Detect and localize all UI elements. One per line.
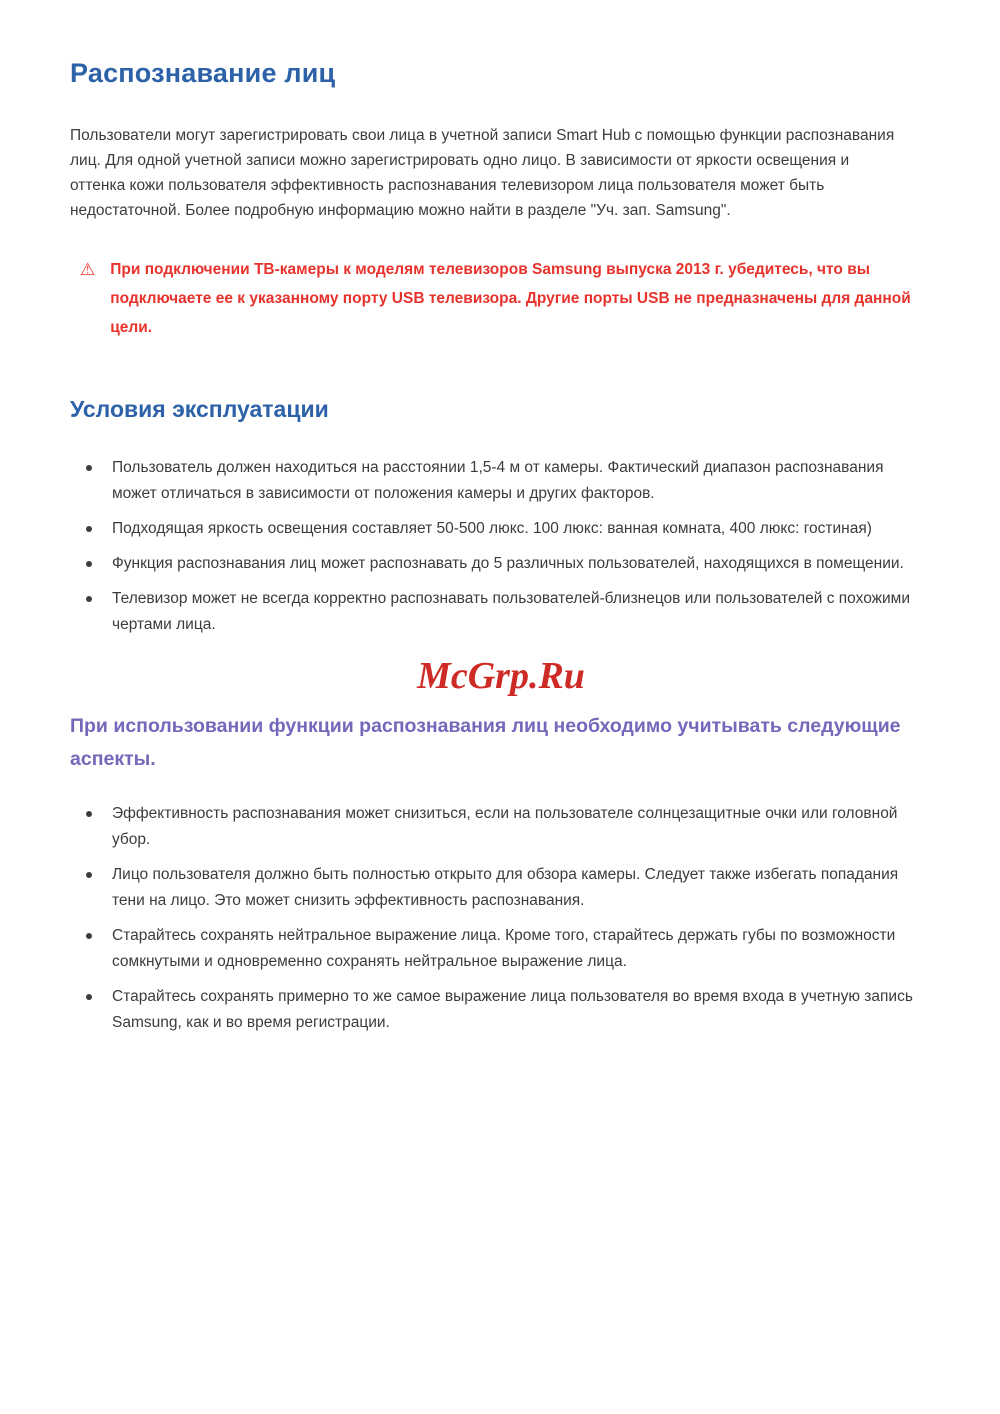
bullet-icon xyxy=(86,872,92,878)
intro-paragraph: Пользователи могут зарегистрировать свои лица в учетной записи Smart Hub с помощью функции распознавания лиц. Для одной учетной записи можно зарегистрировать одно лицо. В зависимости от яркости освещения и оттенка кожи пользователя эффективность распознавания телевизором лица пользователя может быть недостаточной. Более подробную информацию можно найти в разделе "Уч. зап. Samsung". xyxy=(70,127,895,219)
watermark: McGrp.Ru xyxy=(417,655,585,697)
list-item xyxy=(70,984,925,1036)
warning-text: При подключении ТВ-камеры к моделям телевизоров Samsung выпуска 2013 г. убедитесь, что вы подключаете ее к указанному порту USB телевизора. Другие порты USB не предназначены для данной цели. xyxy=(110,261,911,336)
list-item xyxy=(70,455,925,507)
list-item xyxy=(70,586,925,638)
list-item-text: Старайтесь сохранять нейтральное выражение лица. Кроме того, старайтесь держать губы по возможности сомкнутыми и одновременно сохранять нейтральное выражение лица. xyxy=(112,927,896,970)
bullet-icon xyxy=(86,526,92,532)
list-item xyxy=(70,862,925,914)
list-item xyxy=(70,551,925,577)
list-item-text: Эффективность распознавания может снизиться, если на пользователе солнцезащитные очки или головной убор. xyxy=(112,805,898,848)
section-heading-usage-conditions: Условия эксплуатации xyxy=(70,396,329,422)
bullet-icon xyxy=(86,811,92,817)
list-item xyxy=(70,801,925,853)
list-item-text: Телевизор может не всегда корректно распознавать пользователей-близнецов или пользователей с похожими чертами лица. xyxy=(112,590,910,633)
bullet-icon xyxy=(86,994,92,1000)
list-item-text: Функция распознавания лиц может распознавать до 5 различных пользователей, находящихся в помещении. xyxy=(112,555,904,572)
warning-note xyxy=(80,255,930,342)
list-item xyxy=(70,923,925,975)
list-item-text: Старайтесь сохранять примерно то же самое выражение лица пользователя во время входа в учетную запись Samsung, как и во время регистрации. xyxy=(112,988,913,1031)
subsection-heading-face-recognition-notes: При использовании функции распознавания лиц необходимо учитывать следующие аспекты. xyxy=(70,715,901,770)
list-item-text: Пользователь должен находиться на расстоянии 1,5-4 м от камеры. Фактический диапазон распознавания может отличаться в зависимости от положения камеры и других факторов. xyxy=(112,459,884,502)
list-item xyxy=(70,516,925,542)
conditions-list xyxy=(70,455,932,638)
bullet-icon xyxy=(86,933,92,939)
bullet-icon xyxy=(86,596,92,602)
bullet-icon xyxy=(86,465,92,471)
list-item-text: Лицо пользователя должно быть полностью открыто для обзора камеры. Следует также избегать попадания тени на лицо. Это может снизить эффективность распознавания. xyxy=(112,866,899,909)
list-item-text: Подходящая яркость освещения составляет 50-500 люкс. 100 люкс: ванная комната, 400 люкс: гостиная) xyxy=(112,520,872,537)
page-title: Распознавание лиц xyxy=(70,58,336,88)
bullet-icon xyxy=(86,561,92,567)
warning-icon: ⚠ xyxy=(80,260,96,279)
notes-list xyxy=(70,801,932,1036)
